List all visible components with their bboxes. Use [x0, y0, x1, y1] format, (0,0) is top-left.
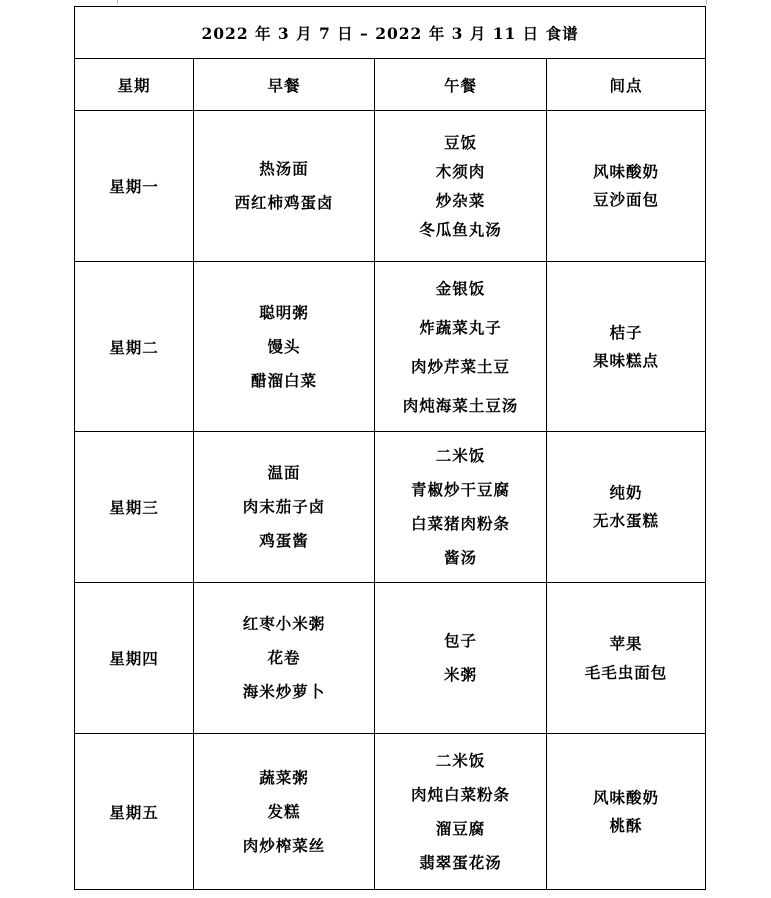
- breakfast-cell: [194, 583, 375, 734]
- menu-item: 冬瓜鱼丸汤: [419, 220, 502, 239]
- header-day: 星期: [75, 59, 194, 111]
- menu-item: 肉炖白菜粉条: [410, 784, 510, 804]
- menu-item: 二米饭: [435, 446, 486, 465]
- menu-item: 馒头: [267, 336, 301, 356]
- table-row: [75, 583, 706, 734]
- breakfast-cell: [194, 111, 375, 262]
- menu-item: 青椒炒干豆腐: [410, 480, 510, 499]
- menu-item: 豆沙面包: [593, 190, 660, 209]
- menu-item: 红枣小米粥: [242, 614, 326, 633]
- breakfast-cell: [194, 734, 375, 890]
- header-snack: 间点: [547, 59, 706, 111]
- title-row: [75, 7, 706, 59]
- snack-cell: [547, 432, 706, 583]
- menu-item: 豆饭: [443, 133, 477, 152]
- menu-item: 毛毛虫面包: [584, 663, 668, 682]
- menu-item: 海米炒萝卜: [242, 682, 326, 701]
- menu-item: 白菜猪肉粉条: [410, 514, 510, 533]
- menu-item: 西红柿鸡蛋卤: [234, 193, 334, 212]
- table-row: [75, 432, 706, 583]
- table-row: [75, 111, 706, 262]
- lunch-cell: [375, 262, 547, 432]
- menu-title: 2022 年 3 月 7 日 – 2022 年 3 月 11 日 食谱: [75, 7, 706, 59]
- snack-cell: [547, 111, 706, 262]
- menu-item: 肉炒芹菜土豆: [410, 356, 510, 376]
- header-lunch: 午餐: [375, 59, 547, 111]
- header-breakfast: 早餐: [194, 59, 375, 111]
- snack-cell: [547, 734, 706, 890]
- menu-item: 酱汤: [443, 548, 477, 567]
- menu-item: 米粥: [443, 665, 477, 684]
- menu-item: 肉炒榨菜丝: [242, 835, 326, 855]
- menu-item: 鸡蛋酱: [259, 531, 309, 550]
- menu-item: 包子: [443, 631, 477, 650]
- menu-item: 炒杂菜: [435, 191, 486, 210]
- menu-item: 风味酸奶: [593, 162, 660, 181]
- menu-item: 果味糕点: [593, 350, 660, 370]
- breakfast-cell: [194, 432, 375, 583]
- snack-cell: [547, 583, 706, 734]
- weekly-menu-table: [74, 6, 706, 890]
- menu-item: 温面: [267, 463, 301, 482]
- lunch-cell: [375, 111, 547, 262]
- day-cell: 星期二: [75, 262, 194, 432]
- menu-item: 无水蛋糕: [593, 511, 660, 530]
- menu-item: 木须肉: [435, 162, 486, 181]
- table-row: [75, 734, 706, 890]
- day-cell: 星期五: [75, 734, 194, 890]
- menu-item: 聪明粥: [259, 302, 309, 322]
- menu-item: 肉炖海菜土豆汤: [402, 395, 519, 415]
- menu-item: 风味酸奶: [593, 787, 660, 807]
- menu-item: 蔬菜粥: [259, 767, 309, 787]
- menu-item: 发糕: [267, 801, 301, 821]
- menu-item: 苹果: [609, 634, 643, 653]
- menu-item: 醋溜白菜: [250, 370, 317, 390]
- menu-item: 热汤面: [259, 159, 309, 178]
- table-row: [75, 262, 706, 432]
- menu-item: 溜豆腐: [435, 818, 486, 838]
- day-cell: 星期四: [75, 583, 194, 734]
- menu-item: 翡翠蛋花汤: [419, 852, 502, 872]
- day-cell: 星期一: [75, 111, 194, 262]
- lunch-cell: [375, 583, 547, 734]
- snack-cell: [547, 262, 706, 432]
- menu-item: 金银饭: [435, 278, 486, 298]
- menu-item: 炸蔬菜丸子: [419, 317, 502, 337]
- menu-item: 桃酥: [609, 815, 643, 835]
- lunch-cell: [375, 734, 547, 890]
- breakfast-cell: [194, 262, 375, 432]
- menu-item: 肉末茄子卤: [242, 497, 326, 516]
- day-cell: 星期三: [75, 432, 194, 583]
- menu-item: 花卷: [267, 648, 301, 667]
- lunch-cell: [375, 432, 547, 583]
- header-row: [75, 59, 706, 111]
- menu-item: 二米饭: [435, 750, 486, 770]
- menu-item: 纯奶: [609, 483, 643, 502]
- menu-item: 桔子: [609, 322, 643, 342]
